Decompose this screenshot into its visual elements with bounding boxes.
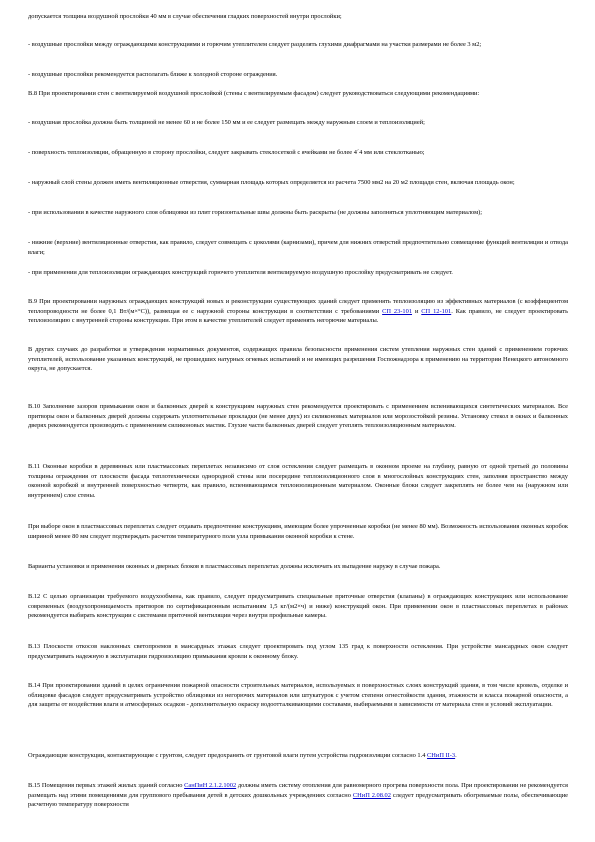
text-run: и [412, 307, 422, 315]
text-run: В.9 При проектировании наружных ограждающих конструкций новых и реконструкции существующих зданий следует применять теплоизоляцию из эффективных материалов (с коэффициентом теплопроводности не более 0,1 Вт/(м×°С)), размещая ее с наружной стороны конструкции в соответствии с требованиями [28, 298, 568, 315]
paragraph: допускается толщина воздушной прослойки 40 мм в случае обеспечения гладких поверхностей внутри прослойки; [28, 13, 342, 20]
doc-link-snip-2-08-02[interactable]: СНиП 2.08.02 [352, 791, 391, 799]
paragraph: В.12 С целью организации требуемого воздухообмена, как правило, следует предусматривать специальные приточные отверстия (клапаны) в ограждающих конструкциях или использование современных (воздухопроницаемость притворов по сертификационным испытаниям 1,5 кг/(м2×ч) и ниже) конструкций окон. При применении окон в пластмассовых переплетах в районах рекомендуется выбирать конструкции с системами приточной вентиляции через внутри профильные камеры. [28, 593, 568, 620]
paragraph: - воздушные прослойки между ограждающими конструкциями и горючим утеплителем следует разделять глухими диафрагмами на участки размерами не более 3 м2; [28, 41, 482, 48]
paragraph: В.8 При проектировании стен с вентилируемой воздушной прослойкой (стены с вентилируемым фасадом) следует руководствоваться следующими рекомендациями: [28, 90, 480, 97]
doc-link-sp-23-101[interactable]: СП 23-101 [382, 307, 413, 315]
paragraph [28, 781, 568, 810]
paragraph: В.11 Оконные коробки в деревянных или пластмассовых переплетах независимо от слоя остекления следует размещать в оконном проеме на глубину, равную от одной третьей до половины толщины ограждения от плоскости фасада теплотехнически однородной стены или посередине теплоизоляционного слоя в многослойных конструкциях стен, заполняя пространство между оконной коробкой и внутренней поверхностью четверти, как правило, вспенивающимся теплоизоляционным материалом. Оконные блоки следует закреплять не более чем на (наружном или внутреннем) слое стены. [28, 463, 568, 499]
doc-link-sp-12-101[interactable]: СП 12-101 [421, 307, 452, 315]
paragraph [28, 751, 568, 761]
paragraph: - воздушная прослойка должна быть толщиной не менее 60 и не более 150 мм и ее следует размещать между наружным слоем и теплоизоляцией; [28, 119, 425, 126]
paragraph: При выборе окон в пластмассовых переплетах следует отдавать предпочтение конструкциям, имеющим более упрочненные коробки (не менее 80 мм). Возможность использования оконных коробок шириной менее 80 мм следует подтверждать расчетом температурного поля узла примыкания оконной коробки к стене. [28, 523, 568, 540]
paragraph: В.10 Заполнение зазоров примыкания окон и балконных дверей к конструкциям наружных стен рекомендуется проектировать с применением вспенивающихся синтетических материалов. Все притворы окон и балконных дверей должны содержать уплотнительные прокладки (не менее двух) из силиконовых материалов или морозостойкой резины. Установку стекол в окнах и балконных дверях рекомендуется производить с применением силиконовых мастик. Глухие части балконных дверей следует утеплять теплоизоляционным материалом. [28, 403, 568, 430]
text-run: должны иметь систему отопления для равномерного прогрева поверхности пола. При проектировании не рекомендуется размещать над этими помещениями для группового пребывания детей в детских дошкольных учреждениях согласно [28, 782, 568, 799]
paragraph: - при применении для теплоизоляции ограждающих конструкций горючего утеплителя вентилируемую воздушную прослойку предусматривать не следует. [28, 269, 453, 276]
paragraph: Варианты установки и применения оконных и дверных блоков в пластмассовых переплетах должны исключать их выпадение наружу в случае пожара. [28, 563, 441, 570]
text-run: . Как правило, не следует проектировать теплоизоляцию с внутренней стороны конструкции. При этом в качестве утеплителей следует применять негорючие материалы. [28, 307, 569, 325]
paragraph: В других случаях до разработки и утверждения нормативных документов, содержащих правила безопасности применения систем утепления наружных стен зданий с применением горючих утеплителей, использование указанных конструкций, не прошедших натурных огневых испытаний и не имеющих разрешения Госпожнадзора к применению на территории Ненецкого автономного округа, не допускается. [28, 346, 568, 373]
paragraph: В.14 При проектировании зданий в целях ограничения пожарной опасности строительных материалов, используемых в поверхностных слоях конструкций здания, в том числе кровель, отделке и облицовке фасадов следует предусматривать устройство облицовки из негорючих материалов или штукатурок с учетом степени огнестойкости здания, этажности и класса пожарной опасности, а для защиты от воздействия влаги и атмосферных осадков - дополнительную окраску водоотталкивающими составами, выбираемыми в зависимости от материала стен и условий эксплуатации. [28, 682, 568, 709]
paragraph: В.13 Плоскости откосов наклонных светопроемов в мансардных этажах следует проектировать под углом 135 град к поверхности остекления. При устройстве мансардных окон следует предусматривать надежную в эксплуатации гидроизоляцию примыкания кровли к оконному блоку. [28, 643, 568, 660]
paragraph: - поверхность теплоизоляции, обращенную в сторону прослойки, следует закрывать стеклосеткой с ячейками не более 4´4 мм или стеклотканью; [28, 149, 425, 156]
doc-link-sanpin-2-1-2-1002[interactable]: СанПиН 2.1.2.1002 [184, 782, 237, 789]
text-run: следует предусматривать обогреваемые полы, обеспечивающие расчетную температуру поверхности [28, 791, 569, 809]
doc-link-snip-ii-3[interactable]: СНиП II-3 [427, 752, 456, 759]
paragraph [28, 297, 568, 326]
text-run: В.15 Помещения первых этажей жилых зданий согласно [28, 782, 185, 789]
paragraph: - нижние (верхние) вентиляционные отверстия, как правило, следует совмещать с цоколями (карнизами), причем для нижних отверстий предпочтительно совмещение функций вентиляции и отвода влаги; [28, 239, 568, 256]
paragraph: - при использовании в качестве наружного слоя облицовки из плит горизонтальные швы должны быть раскрыты (не должны заполняться уплотняющим материалом); [28, 209, 483, 216]
paragraph: - воздушные прослойки рекомендуется располагать ближе к холодной стороне ограждения. [28, 71, 278, 78]
paragraph: - наружный слой стены должен иметь вентиляционные отверстия, суммарная площадь которых определяется из расчета 7500 мм2 на 20 м2 площади стен, включая площадь окон; [28, 179, 515, 186]
text-run: Ограждающие конструкции, контактирующие с грунтом, следует предохранять от грунтовой влаги путем устройства гидроизоляции согласно 1.4 [28, 752, 428, 759]
text-run: . [455, 752, 457, 759]
